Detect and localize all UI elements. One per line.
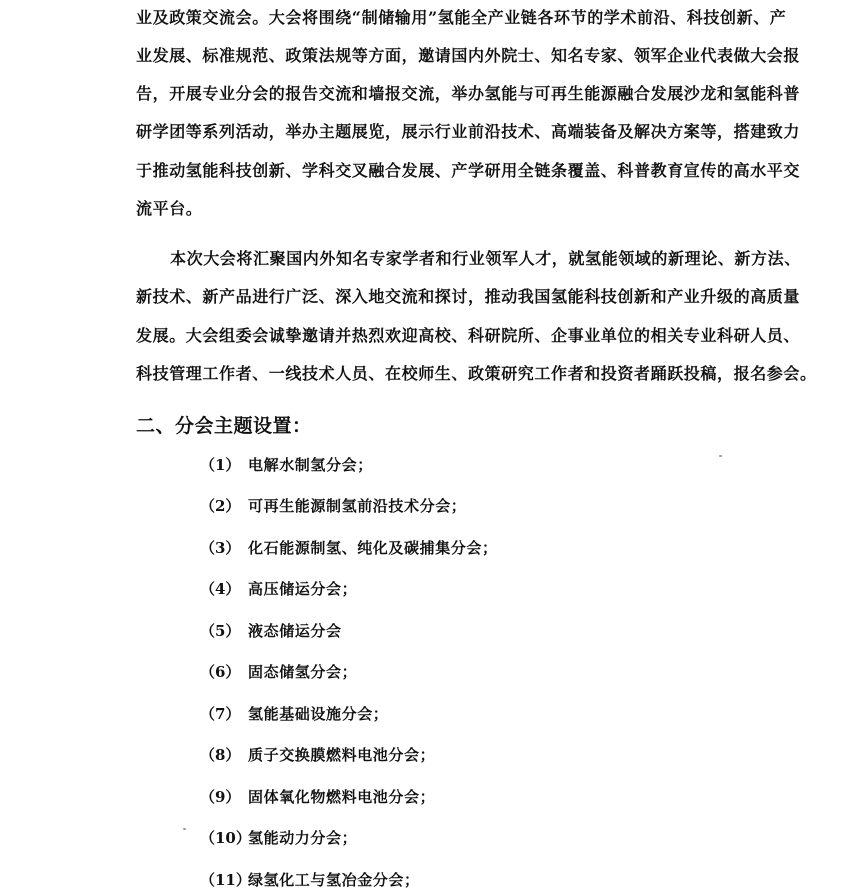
list-item bbox=[200, 537, 498, 559]
list-item-number: （6） bbox=[200, 663, 241, 681]
list-item-title: 氢能基础设施分会； bbox=[248, 705, 389, 723]
list-item bbox=[200, 620, 342, 642]
list-item-title: 可再生能源制氢前沿技术分会； bbox=[248, 497, 467, 515]
paragraph2-line-1: 本次大会将汇聚国内外知名专家学者和行业领军人才，就氢能领域的新理论、新方法、 bbox=[170, 249, 801, 268]
list-item bbox=[200, 869, 420, 891]
list-item-number: （9） bbox=[200, 788, 241, 806]
paragraph2-line-4: 科技管理工作者、一线技术人员、在校师生、政策研究工作者和投资者踊跃投稿，报名参会。 bbox=[136, 364, 817, 383]
paragraph1-line-1: 业及政策交流会。大会将围绕“制储输用”氢能全产业链各环节的学术前沿、科技创新、产 bbox=[136, 8, 787, 27]
paragraph1-line-5: 于推动氢能科技创新、学科交叉融合发展、产学研用全链条覆盖、科普教育宣传的高水平交 bbox=[136, 161, 801, 180]
list-item-number: （2） bbox=[200, 497, 241, 515]
list-item-title: 绿氢化工与氢冶金分会； bbox=[248, 871, 420, 889]
list-item-title: 液态储运分会 bbox=[248, 622, 342, 640]
list-item-number: （3） bbox=[200, 539, 241, 557]
list-item-number: （10） bbox=[200, 829, 251, 847]
list-item-number: （5） bbox=[200, 622, 241, 640]
list-item bbox=[200, 578, 357, 600]
list-item-number: （4） bbox=[200, 580, 241, 598]
list-item-title: 高压储运分会； bbox=[248, 580, 358, 598]
list-item bbox=[200, 703, 388, 725]
list-item-title: 固体氧化物燃料电池分会； bbox=[248, 788, 436, 806]
list-item-number: （8） bbox=[200, 746, 241, 764]
list-item bbox=[200, 454, 373, 476]
list-item bbox=[200, 744, 435, 766]
scan-speck bbox=[183, 828, 186, 830]
paragraph1-line-4: 研学团等系列活动，举办主题展览，展示行业前沿技术、高端装备及解决方案等，搭建致力 bbox=[136, 122, 801, 141]
list-item-title: 质子交换膜燃料电池分会； bbox=[248, 746, 436, 764]
list-item-title: 固态储氢分会； bbox=[248, 663, 358, 681]
paragraph1-line-3: 告，开展专业分会的报告交流和墙报交流，举办氢能与可再生能源融合发展沙龙和氢能科普 bbox=[136, 84, 801, 103]
list-item bbox=[200, 495, 466, 517]
list-item-number: （7） bbox=[200, 705, 241, 723]
list-item-title: 化石能源制氢、纯化及碳捕集分会； bbox=[248, 539, 498, 557]
list-item-number: （1） bbox=[200, 456, 241, 474]
list-item-number: （11） bbox=[200, 871, 251, 889]
paragraph1-line-2: 业发展、标准规范、政策法规等方面，邀请国内外院士、知名专家、领军企业代表做大会报 bbox=[136, 46, 801, 65]
paragraph2-line-3: 发展。大会组委会诚挚邀请并热烈欢迎高校、科研院所、企事业单位的相关专业科研人员、 bbox=[136, 326, 801, 345]
paragraph1-line-6: 流平台。 bbox=[136, 199, 203, 218]
list-item-title: 电解水制氢分会； bbox=[248, 456, 373, 474]
list-item bbox=[200, 661, 357, 683]
list-item bbox=[200, 786, 435, 808]
list-item-title: 氢能动力分会； bbox=[248, 829, 358, 847]
list-item bbox=[200, 827, 357, 849]
scan-speck bbox=[719, 455, 722, 457]
paragraph2-line-2: 新技术、新产品进行广泛、深入地交流和探讨，推动我国氢能科技创新和产业升级的高质量 bbox=[136, 287, 801, 306]
section-heading: 二、分会主题设置： bbox=[136, 415, 312, 437]
